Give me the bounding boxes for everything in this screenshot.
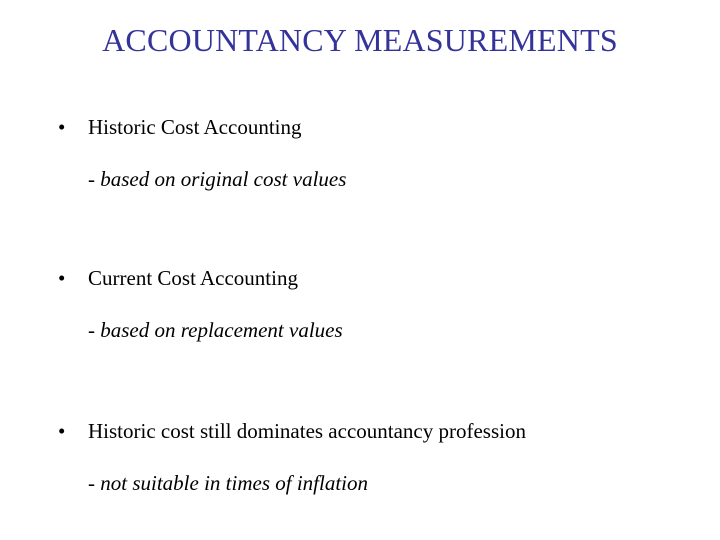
bullet-item bbox=[58, 114, 698, 192]
slide-title: ACCOUNTANCY MEASUREMENTS bbox=[102, 22, 618, 58]
bullet-detail-line bbox=[58, 317, 698, 343]
bullet-heading: Historic cost still dominates accountancy profession bbox=[88, 419, 526, 443]
dash-marker: - bbox=[88, 167, 101, 191]
bullet-heading: Current Cost Accounting bbox=[88, 266, 298, 290]
bullet-heading-line bbox=[58, 418, 698, 444]
dash-marker: - bbox=[88, 471, 101, 495]
bullet-detail-line bbox=[58, 470, 698, 496]
bullet-heading-line bbox=[58, 114, 698, 140]
bullet-item bbox=[58, 418, 698, 496]
bullet-heading: Historic Cost Accounting bbox=[88, 115, 302, 139]
bullet-detail-line bbox=[58, 166, 698, 192]
bullet-heading-line bbox=[58, 265, 698, 291]
bullet-item bbox=[58, 265, 698, 343]
bullet-detail: based on replacement values bbox=[100, 318, 343, 342]
bullet-detail: based on original cost values bbox=[100, 167, 347, 191]
dash-marker: - bbox=[88, 318, 101, 342]
bullet-detail: not suitable in times of inflation bbox=[100, 471, 368, 495]
bullet-icon: • bbox=[58, 266, 66, 290]
bullet-icon: • bbox=[58, 419, 66, 443]
bullet-icon: • bbox=[58, 115, 66, 139]
